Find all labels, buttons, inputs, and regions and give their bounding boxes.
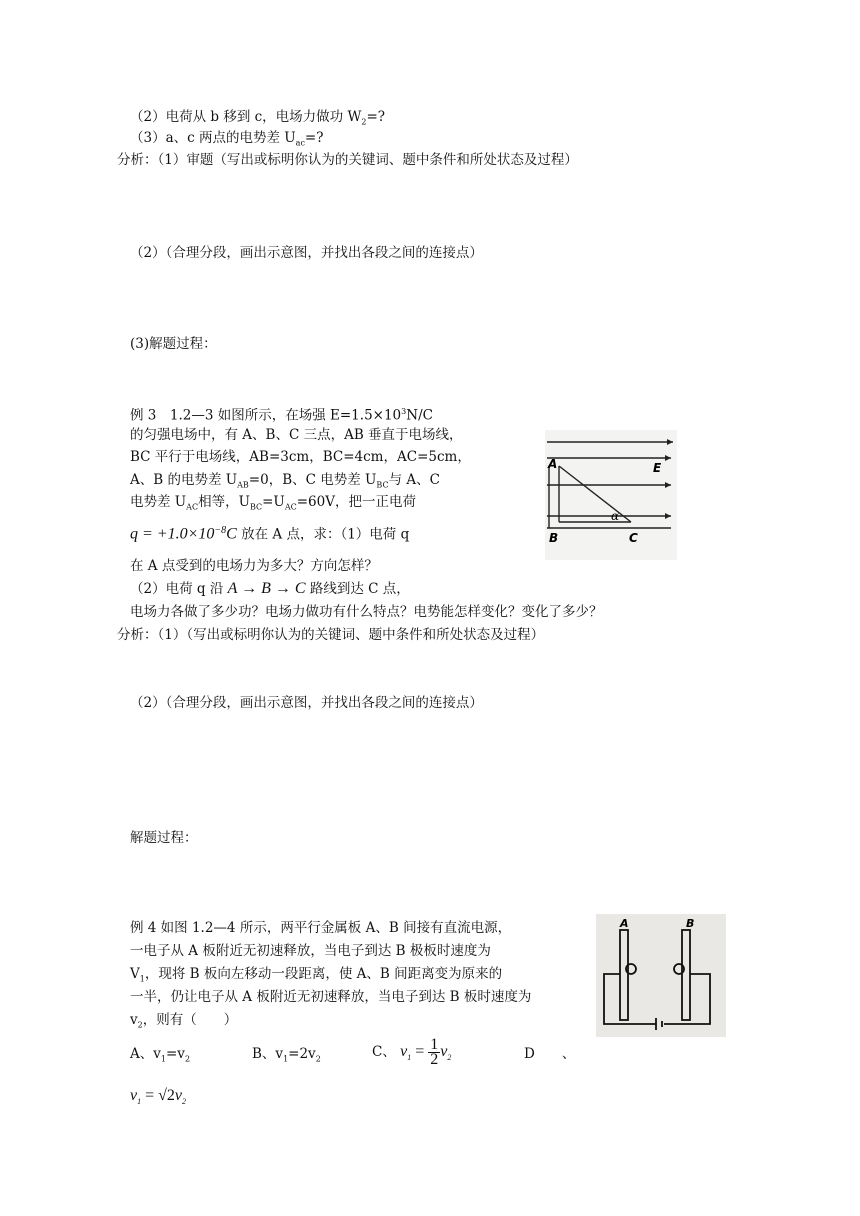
ex2-question-2: （2）电荷从 b 移到 c，电场力做功 $W_2=$? bbox=[130, 109, 385, 127]
label-b: B bbox=[549, 531, 559, 545]
option-d-formula: $v_1 = √2v_2$ bbox=[130, 1087, 187, 1107]
ex2-segment: （2）（合理分段，画出示意图，并找出各段之间的连接点） bbox=[130, 245, 483, 261]
charge-formula: q = +1.0×10 bbox=[130, 525, 215, 543]
ex3-line-3: BC 平行于电场线，AB=3cm，BC=4cm，AC=5cm， bbox=[130, 449, 471, 465]
ex3-line-5: 电势差 $U_{AC}$相等，$U_{BC}=U_{AC}=60V$，把一正电荷 bbox=[130, 494, 416, 512]
ex3-process: 解题过程： bbox=[130, 830, 198, 846]
ex4-line-3: $V_1$，现将 B 板向左移动一段距离，使 A、B 间距离变为原来的 bbox=[130, 966, 503, 984]
option-c: C、 $v_1$ = $\frac{1}{2}$ $v_2$ bbox=[372, 1036, 452, 1068]
ex2-analysis: 分析：（1）审题（写出或标明你认为的关键词、题中条件和所处状态及过程） bbox=[117, 152, 578, 168]
figure-1-2-4 bbox=[596, 914, 726, 1037]
option-d-label: D 、 bbox=[524, 1046, 576, 1062]
label-a: A bbox=[548, 457, 558, 471]
path-formula: A → B → C bbox=[227, 580, 306, 597]
ex3-segment: （2）（合理分段，画出示意图，并找出各段之间的连接点） bbox=[130, 695, 483, 711]
fraction-one-half: $\frac{1}{2}$ bbox=[430, 1036, 439, 1068]
ex3-line-9: 电场力各做了多少功？电场力做功有什么特点？电势能怎样变化？变化了多少？ bbox=[130, 604, 603, 620]
parallel-plates-diagram bbox=[596, 914, 726, 1037]
ex4-line-5: $v_2$，则有（ ） bbox=[130, 1012, 238, 1030]
plate-b-label: B bbox=[686, 917, 695, 930]
figure-1-2-3 bbox=[545, 430, 677, 560]
option-b: B、$v_1=2v_2$ bbox=[252, 1046, 321, 1064]
ex4-line-2: 一电子从 A 板附近无初速释放，当电子到达 B 极板时速度为 bbox=[130, 943, 491, 959]
ex3-line-6: $q = +1.0\times 10^{-8}C$ 放在 A 点，求：（1）电荷 q bbox=[130, 525, 410, 543]
ex2-process: (3)解题过程： bbox=[130, 336, 217, 352]
ex3-line-2: 的匀强电场中，有 A、B、C 三点，AB 垂直于电场线， bbox=[130, 427, 463, 443]
plate-a-label: A bbox=[620, 917, 629, 930]
label-c: C bbox=[629, 531, 638, 545]
ex4-line-4: 一半，仍让电子从 A 板附近无初速释放，当电子到达 B 板时速度为 bbox=[130, 989, 532, 1005]
ex4-line-1: 例 4 如图 1.2—4 所示，两平行金属板 A、B 间接有直流电源， bbox=[130, 920, 512, 936]
label-alpha: α bbox=[611, 509, 620, 523]
ex2-question-3: （3）a、c 两点的电势差 $U_{ac}=$? bbox=[130, 130, 324, 148]
ex3-analysis: 分析：（1）（写出或标明你认为的关键词、题中条件和所处状态及过程） bbox=[117, 627, 545, 643]
ex3-line-8: （2）电荷 q 沿 A → B → C 路线到达 C 点， bbox=[130, 580, 410, 597]
field-triangle-diagram bbox=[545, 430, 677, 560]
ex3-line-1: 例 3 1.2—3 如图所示，在场强 $E=1.5\times 10^3N/C$ bbox=[130, 407, 433, 424]
label-e: E bbox=[653, 461, 662, 475]
ex3-line-4: A、B 的电势差 $U_{AB}=0$，B、C 电势差 $U_{BC}$与 A、C bbox=[130, 472, 440, 490]
ex3-line-7: 在 A 点受到的电场力为多大？方向怎样？ bbox=[130, 558, 378, 574]
option-a: A、$v_1=v_2$ bbox=[130, 1046, 191, 1064]
